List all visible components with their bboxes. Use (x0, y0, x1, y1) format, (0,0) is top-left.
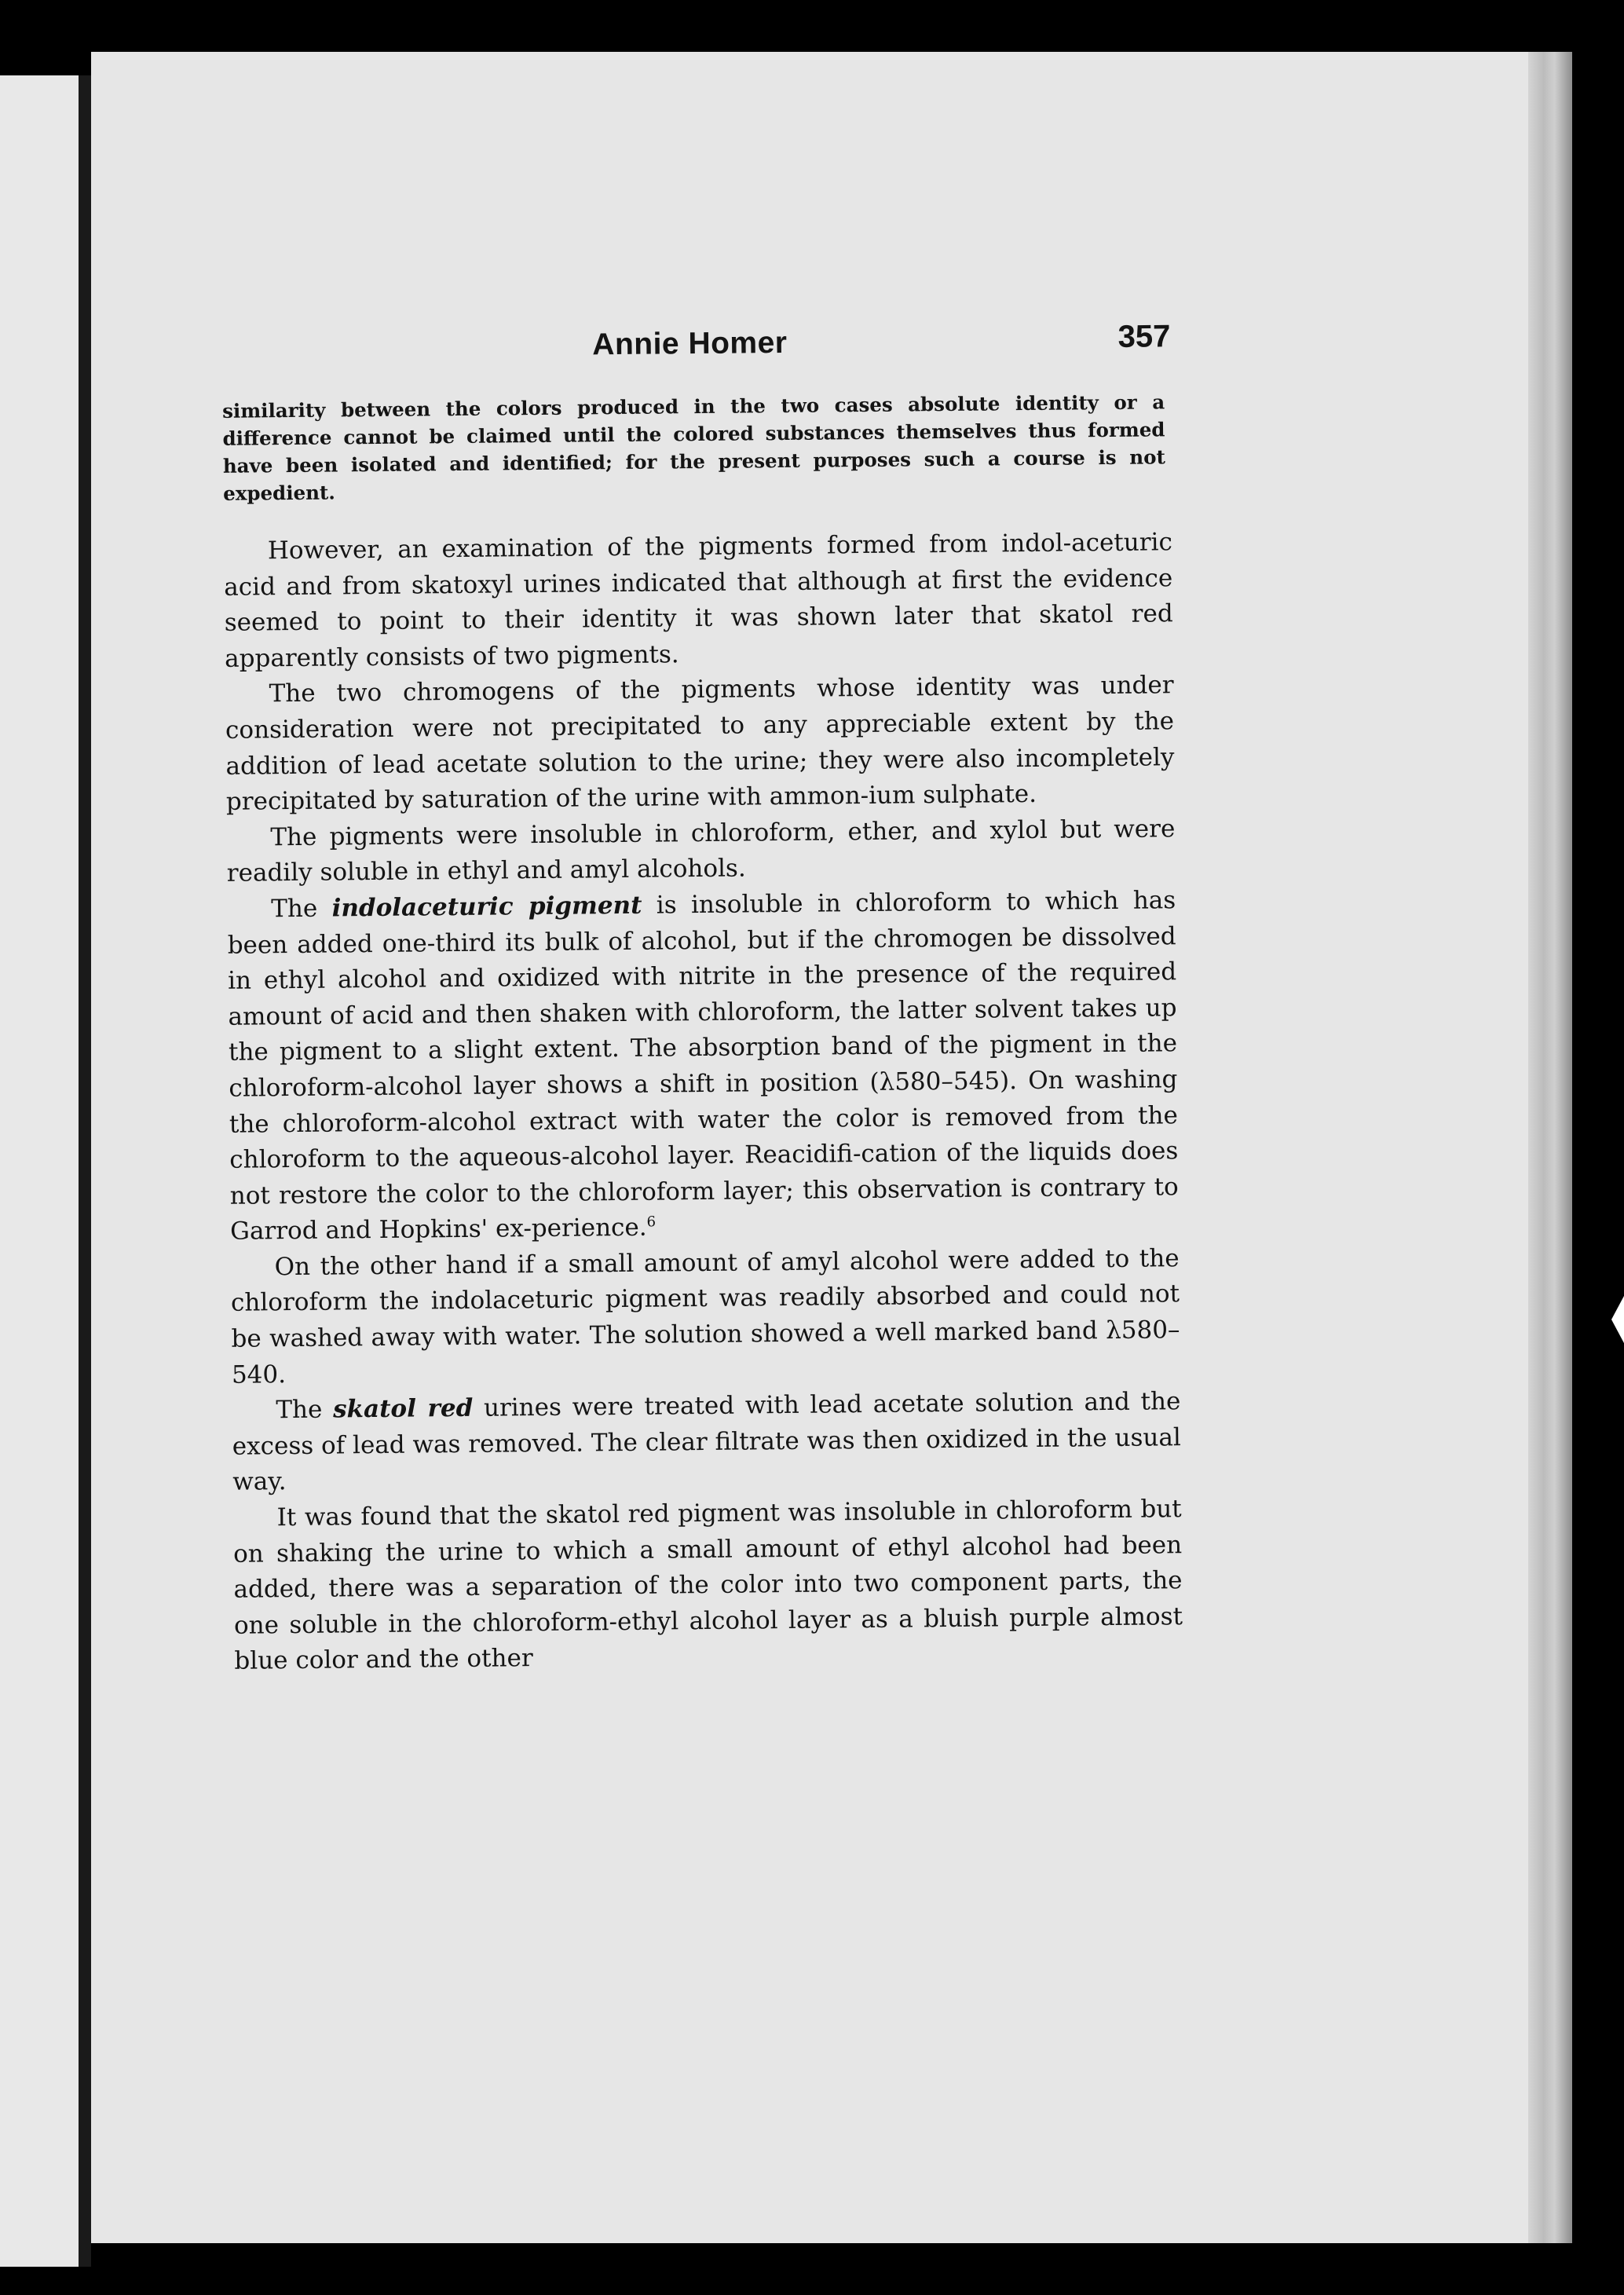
continued-paragraph: similarity between the colors produced in the two cases absolute identity or a difference cannot be claimed until the colored substances themselves thus formed have been isolated and identified; for the present purposes such a course is not expedient. (222, 390, 1165, 505)
paragraph-5: On the other hand if a small amount of amyl alcohol were added to the chloroform the indolaceturic pigment was readily absorbed and could not be washed away with water. The solution showed a well marked band λ580–540. (230, 1244, 1180, 1389)
paragraph-2: The two chromogens of the pigments whose identity was under consideration were not precipitated to any appreciable extent by the addition of lead acetate solution to the urine; they were also incompletely precipitated by saturation of the urine with ammon-ium sulphate. (225, 671, 1175, 816)
paragraph-1: However, an examination of the pigments formed from indol-aceturic acid and from skatoxyl urines indicated that although at first the evidence seemed to point to their identity it was shown later that skatol red apparently consists of two pigments. (224, 528, 1173, 673)
paragraph-4-start: The (271, 894, 332, 924)
running-head: Annie Homer (592, 325, 788, 362)
skatol-red-term: skatol red (332, 1394, 474, 1424)
paragraph-6-start: The (276, 1395, 334, 1425)
page-text-block (209, 305, 1183, 1680)
indolaceturic-pigment-term: indolaceturic pigment (331, 891, 642, 923)
paragraph-4 (227, 883, 1179, 1250)
page-header (209, 305, 1171, 369)
paragraph-6 (232, 1384, 1181, 1500)
paragraph-4-text: is insoluble in chloroform to which has been added one-third its bulk of alcohol, but if the chromogen be dissolved in ethyl alcohol and oxidized with nitrite in the presence of the required amount of acid and then shaken with chloroform, the latter solvent takes up the pigment to a slight extent. The absorption band of the pigment in the chloroform-alcohol layer shows a shift in position (λ580–545). On washing the chloroform-alcohol extract with water the color is removed from the chloroform to the aqueous-alcohol layer. Reacidifi-cation of the liquids does not restore the color to the chloroform layer; this observation is contrary to Garrod and Hopkins' ex-perience. (227, 886, 1179, 1246)
paragraph-7: It was found that the skatol red pigment was insoluble in chloroform but on shaking the urine to which a small amount of ethyl alcohol had been added, there was a separation of the color into two component parts, the one soluble in the chloroform-ethyl alcohol layer as a bluish purple almost blue color and the other (232, 1495, 1183, 1676)
paragraph-6-text: urines were treated with lead acetate solution and the excess of lead was removed. The clear filtrate was then oxidized in the usual way. (232, 1387, 1181, 1497)
book-gutter (79, 75, 91, 2267)
page-stack-edge (1528, 52, 1572, 2243)
footnote-marker: 6 (646, 1213, 657, 1231)
page-number: 357 (1117, 319, 1171, 354)
paragraph-3: The pigments were insoluble in chloroform, ether, and xylol but were readily soluble in ethyl and amyl alcohols. (226, 814, 1176, 888)
facing-page-edge (0, 75, 79, 2267)
